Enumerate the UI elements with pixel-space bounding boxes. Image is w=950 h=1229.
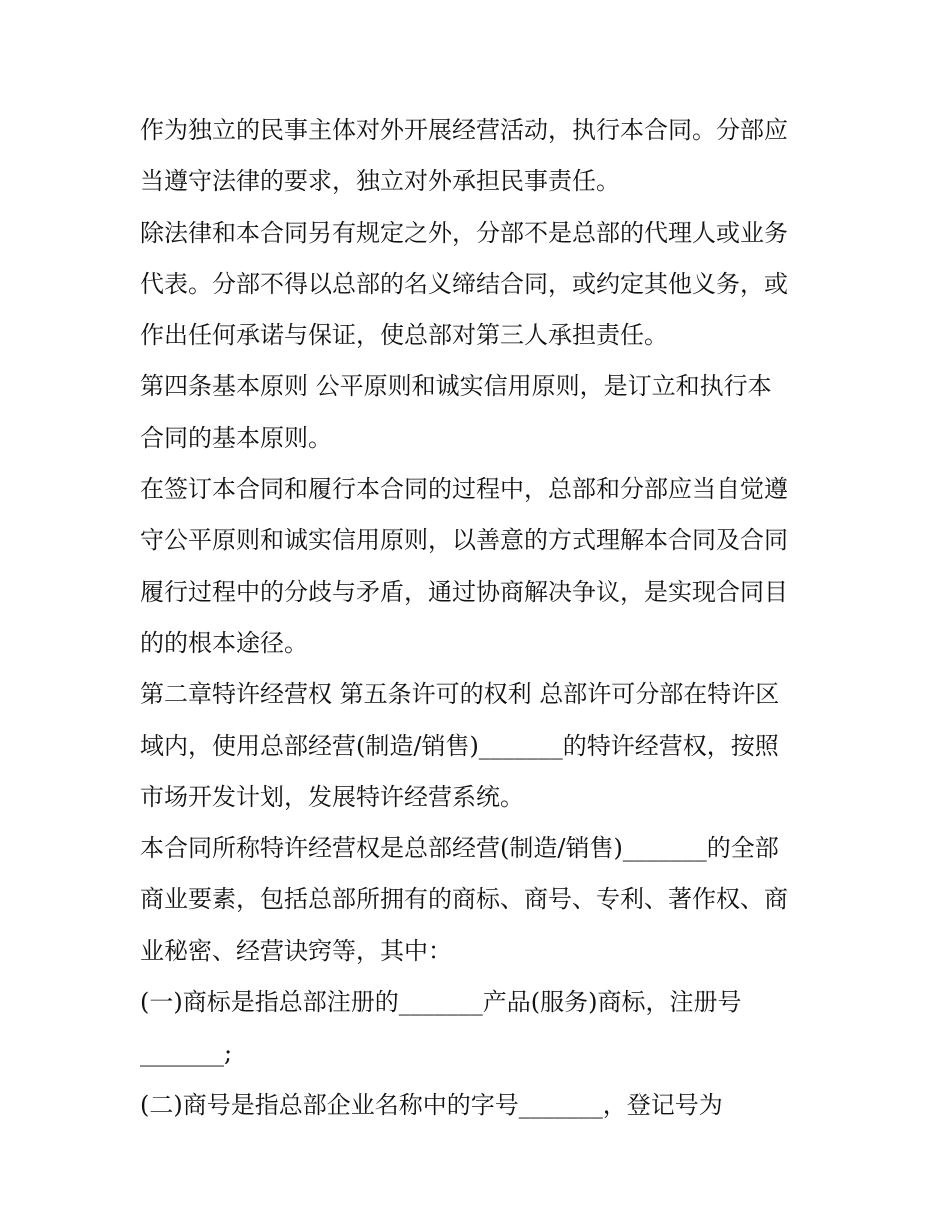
text-line: 合同的基本原则。: [140, 423, 332, 452]
text-line: 履行过程中的分歧与矛盾，通过协商解决争议，是实现合同目: [140, 577, 788, 606]
text-line: 当遵守法律的要求，独立对外承担民事责任。: [140, 167, 620, 196]
text-line: 市场开发计划，发展特许经营系统。: [140, 782, 524, 811]
text-line: 作为独立的民事主体对外开展经营活动，执行本合同。分部应: [140, 116, 788, 144]
text-line: _______;: [140, 1039, 233, 1068]
text-line: 第二章特许经营权 第五条许可的权利 总部许可分部在特许区: [140, 680, 780, 709]
text-line: 除法律和本合同另有规定之外，分部不是总部的代理人或业务: [140, 218, 788, 247]
contract-text: [140, 105, 830, 1131]
text-line: 第四条基本原则 公平原则和诚实信用原则，是订立和执行本: [140, 372, 772, 401]
text-line: (一)商标是指总部注册的_______产品(服务)商标，注册号: [140, 988, 742, 1017]
text-line: 本合同所称特许经营权是总部经营(制造/销售)_______的全部: [140, 834, 779, 863]
text-line: 作出任何承诺与保证，使总部对第三人承担责任。: [140, 321, 668, 350]
text-line: 代表。分部不得以总部的名义缔结合同，或约定其他义务，或: [140, 269, 788, 298]
text-line: 在签订本合同和履行本合同的过程中，总部和分部应当自觉遵: [140, 475, 788, 504]
text-line: 业秘密、经营诀窍等，其中：: [140, 936, 452, 965]
text-line: 商业要素，包括总部所拥有的商标、商号、专利、著作权、商: [140, 885, 788, 914]
text-line: (二)商号是指总部企业名称中的字号_______，登记号为: [140, 1090, 723, 1119]
text-line: 域内，使用总部经营(制造/销售)_______的特许经营权，按照: [140, 731, 779, 760]
text-line: 守公平原则和诚实信用原则，以善意的方式理解本合同及合同: [140, 526, 788, 555]
text-line: 的的根本途径。: [140, 628, 308, 657]
